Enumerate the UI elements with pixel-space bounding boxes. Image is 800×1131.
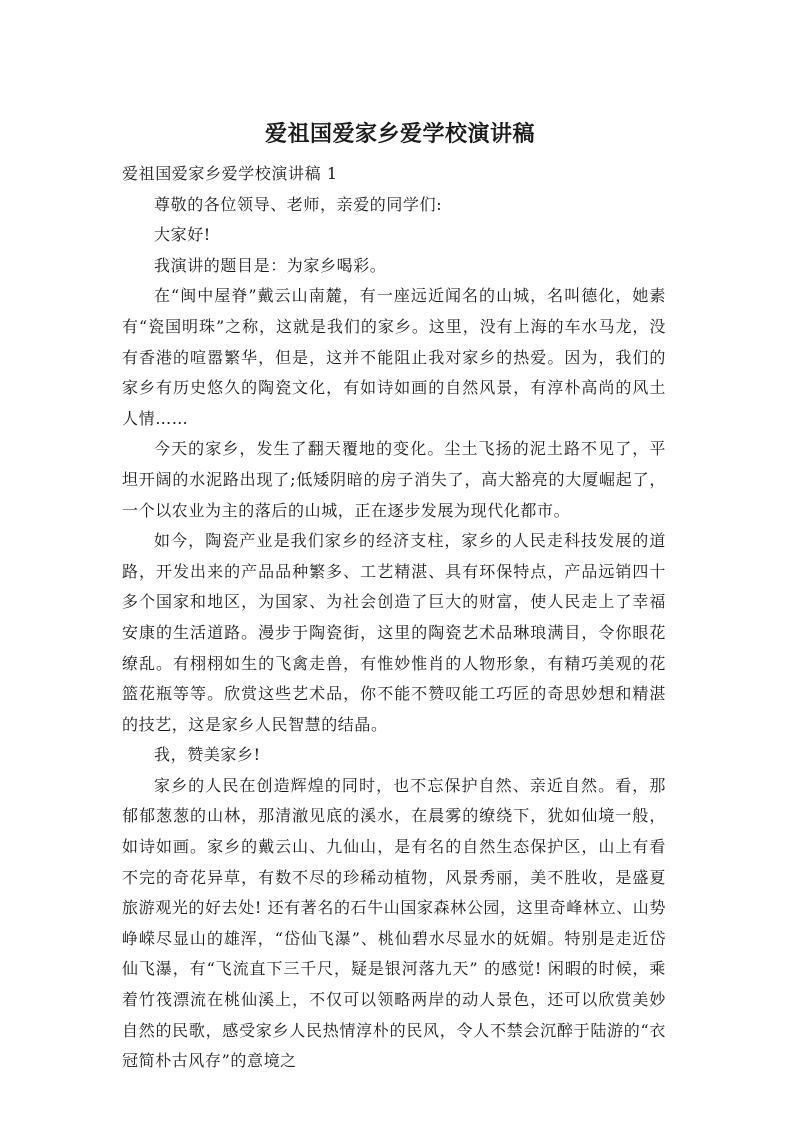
paragraph-hello: 大家好! xyxy=(154,225,211,245)
paragraph-topic: 我演讲的题目是：为家乡喝彩。 xyxy=(154,255,387,275)
paragraph-nature: 家乡的人民在创造辉煌的同时，也不忘保护自然、亲近自然。看，那郁郁葱葱的山林，那清澈见底的溪水，在晨雾的缭绕下，犹如仙境一般，如诗如画。家乡的戴云山、九仙山，是有名的自然生态保护区，山上有看不完的奇花异草，有数不尽的珍稀动植物，风景秀丽，美不胜收，是盛夏旅游观光的好去处! 还有著名的石牛山国家森林公园，这里奇峰林立、山势峥嵘尽显山的雄浑，“岱仙飞瀑”、桃仙碧水尽显水的妩媚。特别是走近岱仙飞瀑，有“飞流直下三千尺，疑是银河落九天” 的感觉! 闲暇的时候，乘着竹筏漂流在桃仙溪上，不仅可以领略两岸的动人景色，还可以欣赏美妙自然的民歌，感受家乡人民热情淳朴的民风，令人不禁会沉醉于陆游的“衣冠简朴古风存”的意境之 xyxy=(122,775,666,1071)
paragraph-changes: 今天的家乡，发生了翻天覆地的变化。尘土飞扬的泥土路不见了，平坦开阔的水泥路出现了;低矮阴暗的房子消失了，高大豁亮的大厦崛起了，一个以农业为主的落后的山城，正在逐步发展为现代化都市。 xyxy=(122,439,666,520)
document-body xyxy=(122,159,666,1077)
paragraph-greeting: 尊敬的各位领导、老师，亲爱的同学们: xyxy=(154,194,443,214)
paragraph-praise: 我，赞美家乡! xyxy=(154,745,261,765)
paragraph-ceramics: 如今，陶瓷产业是我们家乡的经济支柱，家乡的人民走科技发展的道路，开发出来的产品品种繁多、工艺精湛、具有环保特点，产品远销四十多个国家和地区，为国家、为社会创造了巨大的财富，使人民走上了幸福安康的生活道路。漫步于陶瓷街，这里的陶瓷艺术品琳琅满目，令你眼花缭乱。有栩栩如生的飞禽走兽，有惟妙惟肖的人物形象，有精巧美观的花篮花瓶等等。欣赏这些艺术品，你不能不赞叹能工巧匠的奇思妙想和精湛的技艺，这是家乡人民智慧的结晶。 xyxy=(122,531,666,734)
document-title: 爱祖国爱家乡爱学校演讲稿 xyxy=(264,122,535,147)
document-subtitle: 爱祖国爱家乡爱学校演讲稿 1 xyxy=(122,164,338,183)
paragraph-hometown-intro: 在“闽中屋脊”戴云山南麓，有一座远近闻名的山城，名叫德化，她素有“瓷国明珠”之称，这就是我们的家乡。这里，没有上海的车水马龙，没有香港的喧嚣繁华，但是，这并不能阻止我对家乡的热爱。因为，我们的家乡有历史悠久的陶瓷文化，有如诗如画的自然风景，有淳朴高尚的风土人情…… xyxy=(122,286,666,428)
